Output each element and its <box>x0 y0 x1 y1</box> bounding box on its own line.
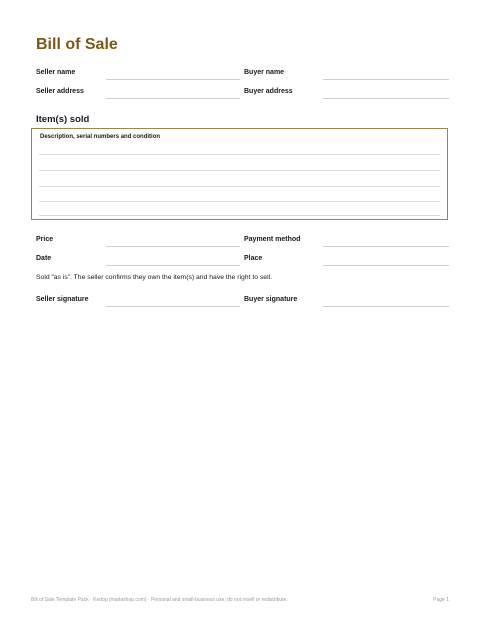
buyer-signature-label: Buyer signature <box>244 296 298 303</box>
items-description-box[interactable] <box>31 128 448 220</box>
terms-row-date <box>36 253 449 275</box>
signatures-row <box>36 294 449 316</box>
document-title: Bill of Sale <box>36 36 118 53</box>
items-box-label: Description, serial numbers and condition <box>40 134 161 140</box>
buyer-name-line[interactable] <box>323 79 449 80</box>
footer-credit: Bill of Sale Template Pack · Kedop (marlashop.com) · Personal and small-business use; do not resell or redistribute. <box>31 597 288 603</box>
date-label: Date <box>36 255 52 262</box>
seller-signature-field[interactable] <box>36 294 240 316</box>
page-number: Page 1 <box>433 597 449 603</box>
as-is-note: Sold “as is”. The seller confirms they own the item(s) and have the right to sell. <box>36 274 272 281</box>
seller-name-line[interactable] <box>106 79 240 80</box>
payment-method-line[interactable] <box>323 246 449 247</box>
items-writing-line <box>39 201 440 202</box>
buyer-address-label: Buyer address <box>244 88 293 95</box>
seller-name-label: Seller name <box>36 69 76 76</box>
buyer-signature-line[interactable] <box>323 306 449 307</box>
buyer-name-label: Buyer name <box>244 69 285 76</box>
buyer-signature-field[interactable] <box>244 294 449 316</box>
price-line[interactable] <box>106 246 240 247</box>
items-writing-line <box>39 170 440 171</box>
parties-row-addresses <box>36 86 449 108</box>
place-field[interactable] <box>244 253 449 275</box>
seller-signature-line[interactable] <box>106 306 240 307</box>
buyer-address-field[interactable] <box>244 86 449 108</box>
seller-address-label: Seller address <box>36 88 84 95</box>
items-writing-line <box>39 154 440 155</box>
items-writing-line <box>39 215 440 216</box>
place-line[interactable] <box>323 265 449 266</box>
items-writing-line <box>39 186 440 187</box>
price-label: Price <box>36 236 54 243</box>
items-heading: Item(s) sold <box>36 114 90 125</box>
buyer-address-line[interactable] <box>323 98 449 99</box>
seller-address-field[interactable] <box>36 86 240 108</box>
seller-address-line[interactable] <box>106 98 240 99</box>
place-label: Place <box>244 255 263 262</box>
date-line[interactable] <box>106 265 240 266</box>
date-field[interactable] <box>36 253 240 275</box>
payment-method-label: Payment method <box>244 236 301 243</box>
seller-signature-label: Seller signature <box>36 296 89 303</box>
